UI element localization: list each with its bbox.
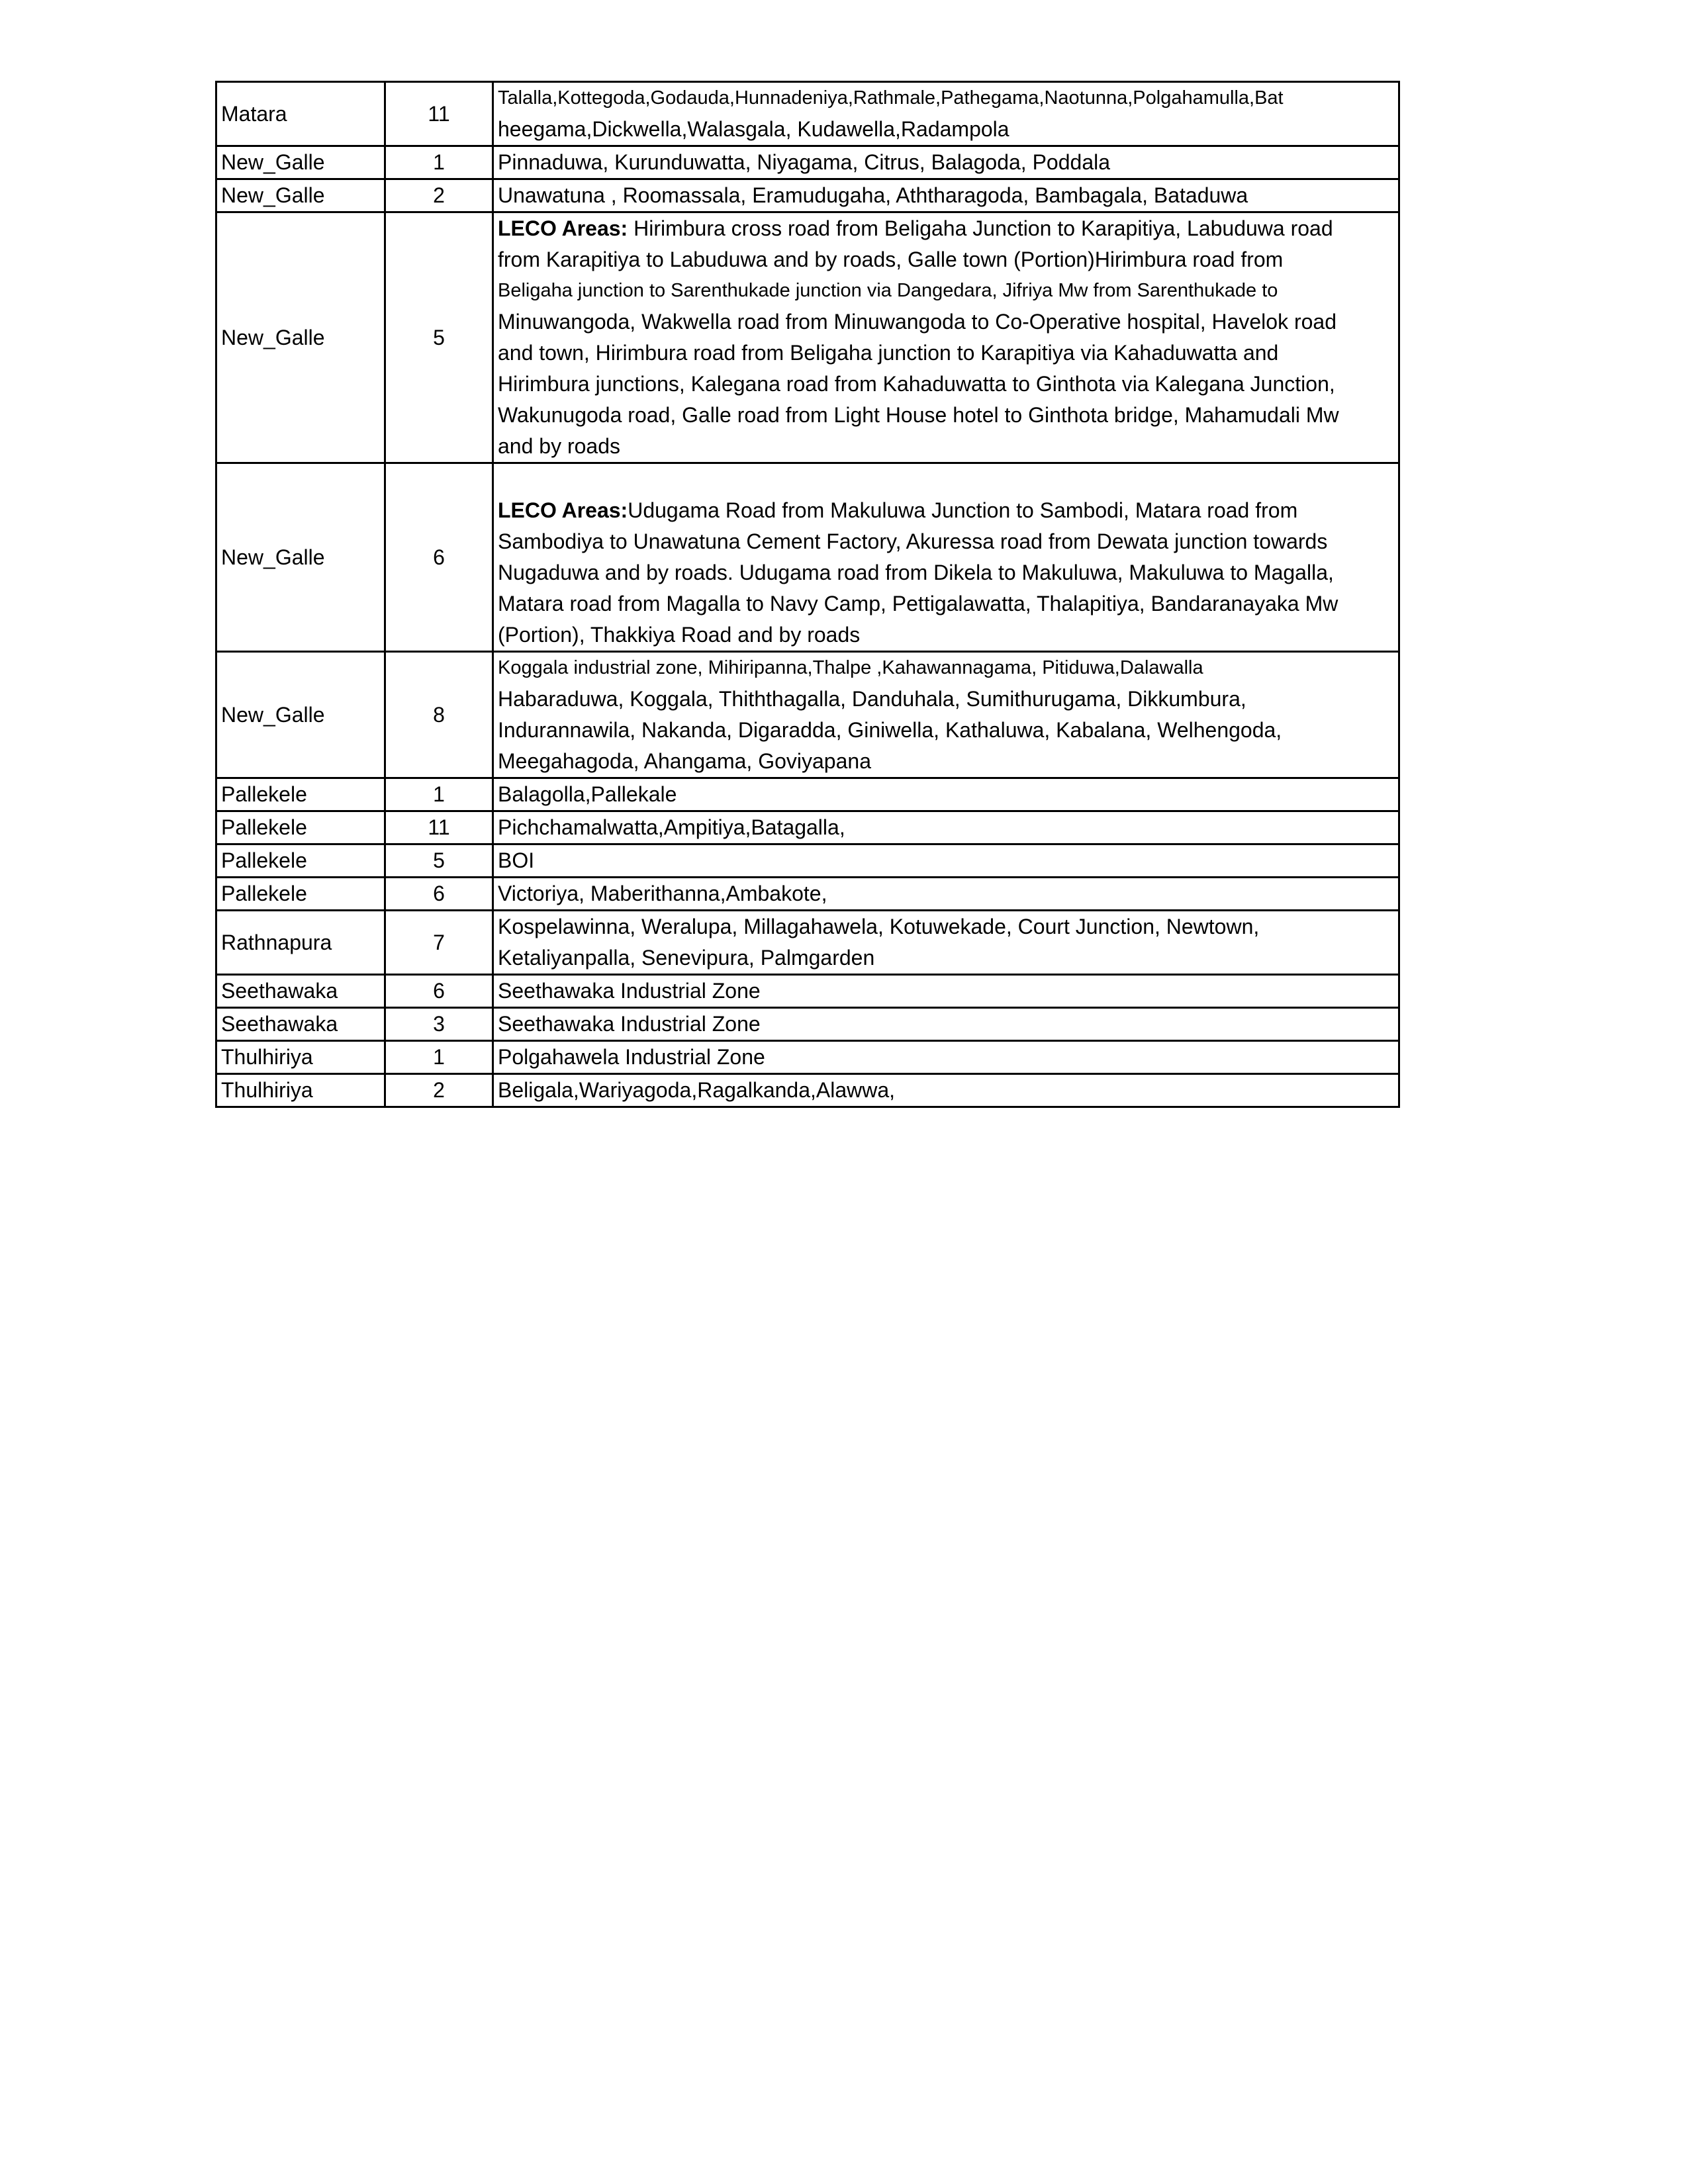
substation-name-cell: Pallekele	[216, 878, 385, 911]
areas-cell	[493, 212, 1399, 463]
areas-cell	[493, 1074, 1399, 1107]
area-text: Talalla,Kottegoda,Godauda,Hunnadeniya,Rathmale,Pathegama,Naotunna,Polgahamulla,Bat	[498, 87, 1284, 109]
area-text: and town, Hirimbura road from Beligaha junction to Karapitiya via Kahaduwatta and	[498, 341, 1279, 365]
substation-name-cell: Seethawaka	[216, 975, 385, 1008]
table-row	[216, 1041, 1399, 1074]
table-row	[216, 975, 1399, 1008]
substation-name-cell: Thulhiriya	[216, 1074, 385, 1107]
area-text: Koggala industrial zone, Mihiripanna,Thalpe ,Kahawannagama, Pitiduwa,Dalawalla	[498, 657, 1203, 678]
area-line	[498, 911, 1394, 942]
area-text: heegama,Dickwella,Walasgala, Kudawella,Radampola	[498, 117, 1009, 141]
area-text: Indurannawila, Nakanda, Digaradda, Giniwella, Kathaluwa, Kabalana, Welhengoda,	[498, 718, 1282, 742]
area-line	[498, 83, 1394, 114]
area-text: Meegahagoda, Ahangama, Goviyapana	[498, 749, 871, 773]
area-text: Sambodiya to Unawatuna Cement Factory, Akuressa road from Dewata junction towards	[498, 529, 1328, 553]
areas-cell	[493, 146, 1399, 179]
area-line	[498, 715, 1394, 746]
table-row	[216, 652, 1399, 778]
area-line	[498, 431, 1394, 462]
areas-cell	[493, 463, 1399, 652]
area-text: Pinnaduwa, Kurunduwatta, Niyagama, Citrus, Balagoda, Poddala	[498, 150, 1111, 174]
area-line	[498, 275, 1394, 306]
area-text: and by roads	[498, 434, 621, 458]
area-text: (Portion), Thakkiya Road and by roads	[498, 623, 861, 647]
area-text: BOI	[498, 848, 535, 872]
substation-name-cell: Thulhiriya	[216, 1041, 385, 1074]
area-line	[498, 369, 1394, 400]
table-row	[216, 844, 1399, 878]
table-row	[216, 179, 1399, 212]
area-text: Beligaha junction to Sarenthukade junction via Dangedara, Jifriya Mw from Sarenthukade to	[498, 280, 1278, 301]
areas-table	[215, 81, 1400, 1108]
area-line	[498, 653, 1394, 684]
substation-name-cell: Pallekele	[216, 844, 385, 878]
feeder-number-cell: 5	[385, 844, 493, 878]
area-text: Unawatuna , Roomassala, Eramudugaha, Aththaragoda, Bambagala, Bataduwa	[498, 183, 1248, 207]
area-line	[498, 878, 1394, 909]
substation-name-cell: New_Galle	[216, 146, 385, 179]
area-line	[498, 306, 1394, 338]
table-row	[216, 82, 1399, 146]
feeder-number-cell: 7	[385, 911, 493, 975]
table-row	[216, 146, 1399, 179]
areas-cell	[493, 844, 1399, 878]
substation-name-cell: Seethawaka	[216, 1008, 385, 1041]
area-text: Seethawaka Industrial Zone	[498, 1012, 761, 1036]
feeder-number-cell: 8	[385, 652, 493, 778]
table-body	[216, 82, 1399, 1107]
areas-cell	[493, 911, 1399, 975]
area-line	[498, 147, 1394, 178]
area-text: Habaraduwa, Koggala, Thiththagalla, Danduhala, Sumithurugama, Dikkumbura,	[498, 687, 1246, 711]
area-line	[498, 845, 1394, 876]
area-text: Minuwangoda, Wakwella road from Minuwangoda to Co-Operative hospital, Havelok road	[498, 310, 1337, 334]
area-line	[498, 588, 1394, 619]
substation-name-cell: New_Galle	[216, 652, 385, 778]
leco-areas-label: LECO Areas:	[498, 216, 628, 240]
feeder-number-cell: 6	[385, 463, 493, 652]
table-row	[216, 463, 1399, 652]
area-line	[498, 180, 1394, 211]
substation-name-cell: Pallekele	[216, 778, 385, 811]
area-line	[498, 976, 1394, 1007]
areas-cell	[493, 778, 1399, 811]
feeder-number-cell: 5	[385, 212, 493, 463]
area-line	[498, 1042, 1394, 1073]
table-row	[216, 212, 1399, 463]
area-line	[498, 495, 1394, 526]
table-row	[216, 778, 1399, 811]
area-line	[498, 684, 1394, 715]
leco-areas-label: LECO Areas:	[498, 498, 628, 522]
area-line	[498, 338, 1394, 369]
area-text: Ketaliyanpalla, Senevipura, Palmgarden	[498, 946, 875, 970]
table-row	[216, 1074, 1399, 1107]
area-text: Pichchamalwatta,Ampitiya,Batagalla,	[498, 815, 845, 839]
area-line	[498, 557, 1394, 588]
areas-cell	[493, 179, 1399, 212]
area-line	[498, 746, 1394, 777]
area-line	[498, 213, 1394, 244]
area-line	[498, 526, 1394, 557]
area-text: Hirimbura junctions, Kalegana road from Kahaduwatta to Ginthota via Kalegana Junction,	[498, 372, 1335, 396]
area-text: Matara road from Magalla to Navy Camp, Pettigalawatta, Thalapitiya, Bandaranayaka Mw	[498, 592, 1338, 615]
areas-cell	[493, 878, 1399, 911]
feeder-number-cell: 1	[385, 146, 493, 179]
area-text: Wakunugoda road, Galle road from Light House hotel to Ginthota bridge, Mahamudali Mw	[498, 403, 1339, 427]
feeder-number-cell: 3	[385, 1008, 493, 1041]
substation-name-cell: Rathnapura	[216, 911, 385, 975]
feeder-number-cell: 6	[385, 878, 493, 911]
table-row	[216, 878, 1399, 911]
feeder-number-cell: 11	[385, 82, 493, 146]
area-line	[498, 244, 1394, 275]
feeder-number-cell: 6	[385, 975, 493, 1008]
feeder-number-cell: 1	[385, 778, 493, 811]
areas-cell	[493, 811, 1399, 844]
substation-name-cell: New_Galle	[216, 179, 385, 212]
areas-cell	[493, 975, 1399, 1008]
area-line	[498, 400, 1394, 431]
table-row	[216, 1008, 1399, 1041]
area-text: Nugaduwa and by roads. Udugama road from Dikela to Makuluwa, Makuluwa to Magalla,	[498, 561, 1334, 584]
area-line	[498, 1075, 1394, 1106]
area-text: Seethawaka Industrial Zone	[498, 979, 761, 1003]
table-row	[216, 811, 1399, 844]
substation-name-cell: New_Galle	[216, 212, 385, 463]
area-text: Hirimbura cross road from Beligaha Junction to Karapitiya, Labuduwa road	[628, 216, 1333, 240]
area-text: Kospelawinna, Weralupa, Millagahawela, Kotuwekade, Court Junction, Newtown,	[498, 915, 1260, 938]
feeder-number-cell: 2	[385, 1074, 493, 1107]
areas-cell	[493, 652, 1399, 778]
area-text: Polgahawela Industrial Zone	[498, 1045, 765, 1069]
area-text: Beligala,Wariyagoda,Ragalkanda,Alawwa,	[498, 1078, 896, 1102]
feeder-number-cell: 2	[385, 179, 493, 212]
substation-name-cell: Matara	[216, 82, 385, 146]
feeder-number-cell: 1	[385, 1041, 493, 1074]
areas-cell	[493, 1008, 1399, 1041]
area-line	[498, 942, 1394, 974]
table-row	[216, 911, 1399, 975]
area-line	[498, 619, 1394, 651]
feeder-number-cell: 11	[385, 811, 493, 844]
area-text: Victoriya, Maberithanna,Ambakote,	[498, 882, 827, 905]
substation-name-cell: Pallekele	[216, 811, 385, 844]
area-text: Balagolla,Pallekale	[498, 782, 677, 806]
areas-cell	[493, 1041, 1399, 1074]
area-text: from Karapitiya to Labuduwa and by roads, Galle town (Portion)Hirimbura road from	[498, 248, 1284, 271]
blank-line	[498, 464, 1394, 495]
area-line	[498, 114, 1394, 145]
substation-name-cell: New_Galle	[216, 463, 385, 652]
area-line	[498, 1009, 1394, 1040]
area-line	[498, 779, 1394, 810]
area-line	[498, 812, 1394, 843]
areas-cell	[493, 82, 1399, 146]
area-text: Udugama Road from Makuluwa Junction to Sambodi, Matara road from	[628, 498, 1298, 522]
